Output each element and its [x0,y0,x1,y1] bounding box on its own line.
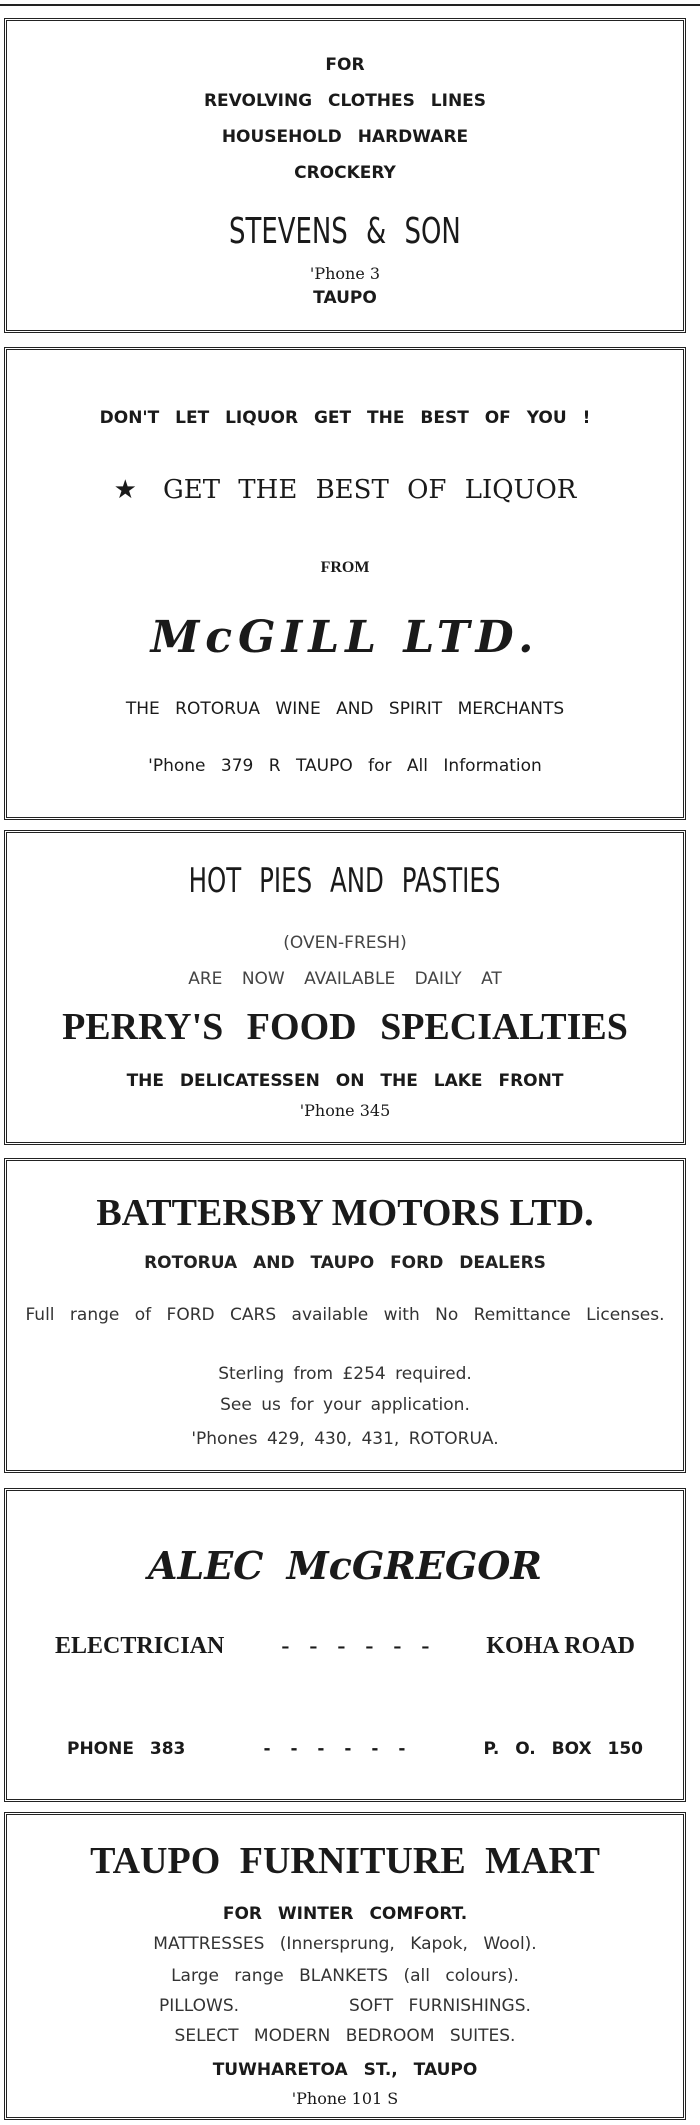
ad-furniture-phone: 'Phone 101 S [291,2089,399,2108]
ad-perrys-headline: HOT PIES AND PASTIES [189,861,501,901]
ad-furniture [4,1812,686,2120]
top-rule [0,4,700,6]
ad-mcgregor-trade: ELECTRICIAN [55,1633,225,1659]
ad-perrys-headline-wrap [7,861,683,901]
ad-mcgregor-box: P. O. BOX 150 [483,1739,643,1759]
ad-mcgregor-dashes-1: - - - - - - [281,1633,430,1659]
ad-stevens [4,18,686,333]
ad-mcgill-name: McGILL LTD. [150,612,540,663]
ad-battersby-subtitle: ROTORUA AND TAUPO FORD DEALERS [144,1253,546,1273]
ad-stevens-hardware: HOUSEHOLD HARDWARE [221,127,469,147]
ad-mcgill-subtitle: THE ROTORUA WINE AND SPIRIT MERCHANTS [125,699,565,719]
ad-furniture-name: TAUPO FURNITURE MART [90,1840,600,1882]
ad-mcgregor-contact-row [67,1739,643,1759]
ad-battersby-sterling: Sterling from £254 required. [218,1364,472,1384]
ad-mcgill-headline: GET THE BEST OF LIQUOR [162,475,577,505]
ad-stevens-crockery: CROCKERY [294,163,396,183]
ad-mcgill-tagline: DON'T LET LIQUOR GET THE BEST OF YOU ! [99,408,591,428]
ad-stevens-phone: 'Phone 3 [309,264,381,283]
ad-perrys-phone: 'Phone 345 [299,1101,391,1120]
ad-mcgregor-dashes-2: - - - - - - [263,1739,406,1759]
ad-mcgregor [4,1488,686,1802]
ad-stevens-for: FOR [325,55,365,75]
ad-perrys-subtitle: THE DELICATESSEN ON THE LAKE FRONT [126,1071,564,1091]
ad-furniture-pillows-row [7,1996,683,2016]
ad-stevens-clothes-lines: REVOLVING CLOTHES LINES [203,91,487,111]
ad-battersby [4,1158,686,1473]
ad-stevens-name-wrap [7,211,683,252]
ad-mcgregor-trade-row [55,1633,635,1660]
ad-furniture-soft: SOFT FURNISHINGS. [349,1996,531,2016]
ad-mcgill [4,347,686,820]
star-icon: ★ [113,475,137,505]
ad-stevens-name: STEVENS & SON [229,211,461,252]
ad-stevens-town: TAUPO [313,288,377,308]
ad-mcgill-phone: 'Phone 379 R TAUPO for All Information [148,756,542,776]
ad-perrys-note: (OVEN-FRESH) [283,933,407,953]
ad-furniture-address: TUWHARETOA ST., TAUPO [212,2060,478,2080]
ad-mcgregor-address: KOHA ROAD [486,1633,635,1659]
ad-battersby-phones: 'Phones 429, 430, 431, ROTORUA. [191,1429,499,1449]
ad-furniture-subtitle: FOR WINTER COMFORT. [222,1904,468,1924]
ad-furniture-mattresses: MATTRESSES (Innersprung, Kapok, Wool). [153,1934,537,1954]
ad-battersby-name: BATTERSBY MOTORS LTD. [96,1192,594,1234]
ad-perrys-available: ARE NOW AVAILABLE DAILY AT [188,969,502,989]
ad-mcgill-headline-row [7,475,683,505]
ad-furniture-pillows: PILLOWS. [159,1996,240,2016]
ad-battersby-application: See us for your application. [220,1395,470,1415]
ad-mcgregor-phone: PHONE 383 [67,1739,186,1759]
ad-furniture-suites: SELECT MODERN BEDROOM SUITES. [174,2026,516,2046]
ad-furniture-blankets: Large range BLANKETS (all colours). [171,1966,519,1986]
ad-mcgill-from: FROM [320,559,370,576]
ad-mcgregor-name: ALEC McGREGOR [148,1543,542,1588]
ad-battersby-range: Full range of FORD CARS available with No Remittance Licenses. [25,1305,665,1325]
ad-perrys-name: PERRY'S FOOD SPECIALTIES [62,1006,628,1048]
ad-perrys [4,830,686,1145]
